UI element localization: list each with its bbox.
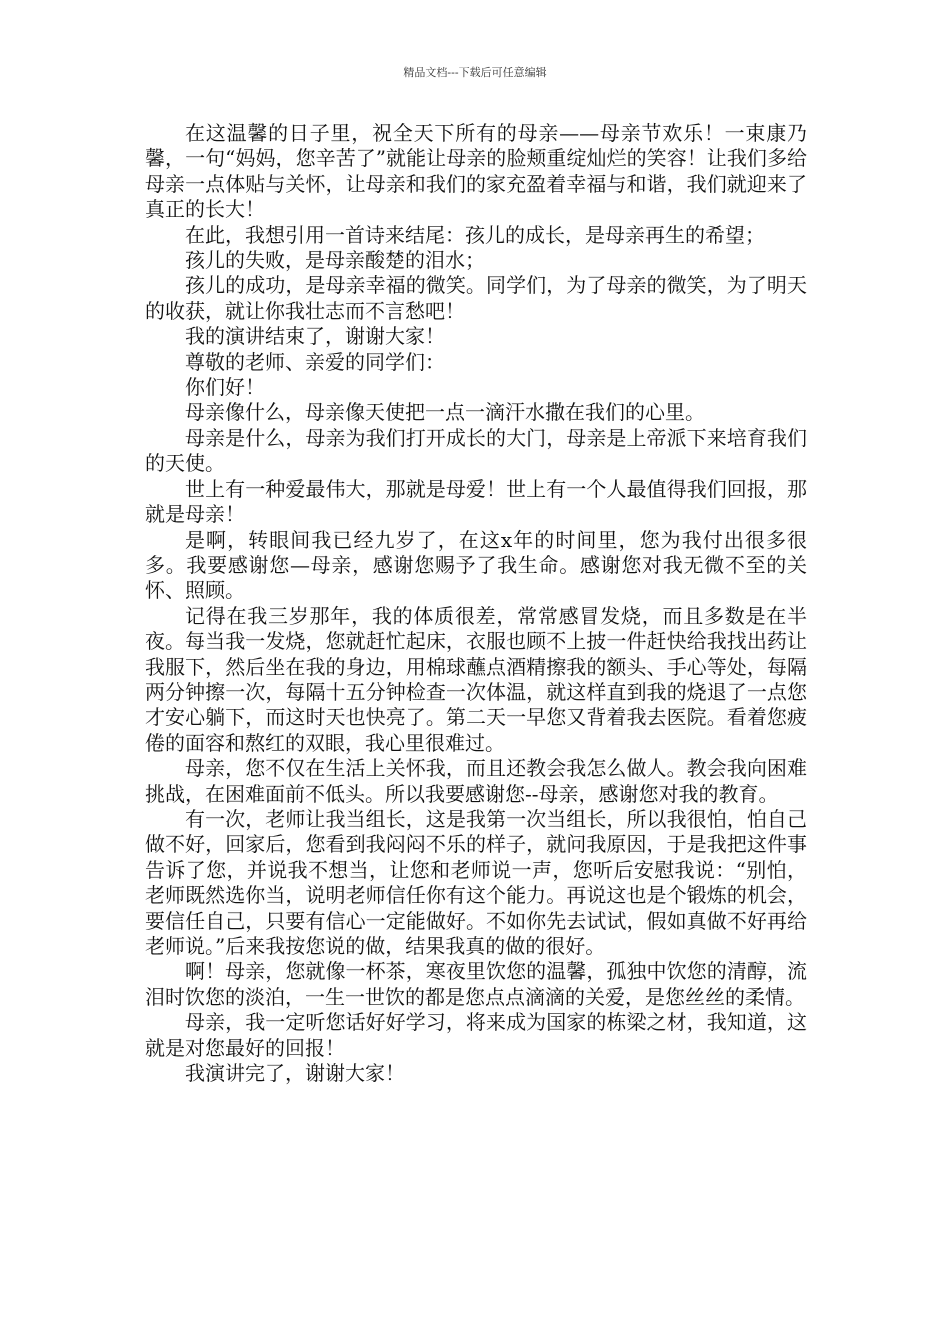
page-header: 精品文档---下载后可任意编辑 (403, 66, 547, 79)
paragraph: 世上有一种爱最伟大，那就是母爱！世上有一个人最值得我们回报，那就是母亲！ (145, 476, 807, 527)
paragraph: 孩儿的成功，是母亲幸福的微笑。同学们，为了母亲的微笑，为了明天的收获，就让你我壮志而不言愁吧！ (145, 273, 807, 323)
document-body (145, 121, 807, 1086)
paragraph: 我演讲完了，谢谢大家！ (185, 1061, 405, 1086)
paragraph: 孩儿的失败，是母亲酸楚的泪水； (185, 248, 485, 273)
paragraph: 是啊，转眼间我已经九岁了，在这x年的时间里，您为我付出很多很多。我要感谢您—母亲，感谢您赐予了我生命。感谢您对我无微不至的关怀、照顾。 (145, 527, 807, 603)
paragraph: 母亲，您不仅在生活上关怀我，而且还教会我怎么做人。教会我向困难挑战，在困难面前不低头。所以我要感谢您--母亲，感谢您对我的教育。 (145, 756, 807, 806)
paragraph: 尊敬的老师、亲爱的同学们： (185, 349, 445, 374)
paragraph: 在这温馨的日子里，祝全天下所有的母亲——母亲节欢乐！一束康乃馨，一句“妈妈，您辛苦了”就能让母亲的脸颊重绽灿烂的笑容！让我们多给母亲一点体贴与关怀，让母亲和我们的家充盈着幸福与和谐，我们就迎来了真正的长大！ (145, 121, 807, 222)
paragraph: 在此，我想引用一首诗来结尾：孩儿的成长，是母亲再生的希望； (185, 222, 765, 247)
paragraph: 母亲是什么，母亲为我们打开成长的大门，母亲是上帝派下来培育我们的天使。 (145, 425, 807, 476)
paragraph: 啊！母亲，您就像一杯茶，寒夜里饮您的温馨，孤独中饮您的清醇，流泪时饮您的淡泊，一生一世饮的都是您点点滴滴的关爱，是您丝丝的柔情。 (145, 959, 807, 1009)
paragraph: 有一次，老师让我当组长，这是我第一次当组长，所以我很怕，怕自己做不好，回家后，您看到我闷闷不乐的样子，就问我原因，于是我把这件事告诉了您，并说我不想当，让您和老师说一声，您听后安慰我说：“别怕，老师既然选你当，说明老师信任你有这个能力。再说这也是个锻炼的机会，要信任自己，只要有信心一定能做好。不如你先去试试，假如真做不好再给老师说。”后来我按您说的做，结果我真的做的很好。 (145, 806, 807, 958)
paragraph: 母亲，我一定听您话好好学习，将来成为国家的栋梁之材，我知道，这就是对您最好的回报！ (145, 1010, 807, 1060)
paragraph: 我的演讲结束了，谢谢大家！ (185, 324, 445, 349)
paragraph: 你们好！ (185, 375, 265, 400)
paragraph: 记得在我三岁那年，我的体质很差，常常感冒发烧，而且多数是在半夜。每当我一发烧，您就赶忙起床，衣服也顾不上披一件赶快给我找出药让我服下，然后坐在我的身边，用棉球蘸点酒精擦我的额头、手心等处，每隔两分钟擦一次，每隔十五分钟检查一次体温，就这样直到我的烧退了一点您才安心躺下，而这时天也快亮了。第二天一早您又背着我去医院。看着您疲倦的面容和熬红的双眼，我心里很难过。 (145, 603, 807, 755)
paragraph: 母亲像什么，母亲像天使把一点一滴汗水撒在我们的心里。 (185, 400, 705, 425)
